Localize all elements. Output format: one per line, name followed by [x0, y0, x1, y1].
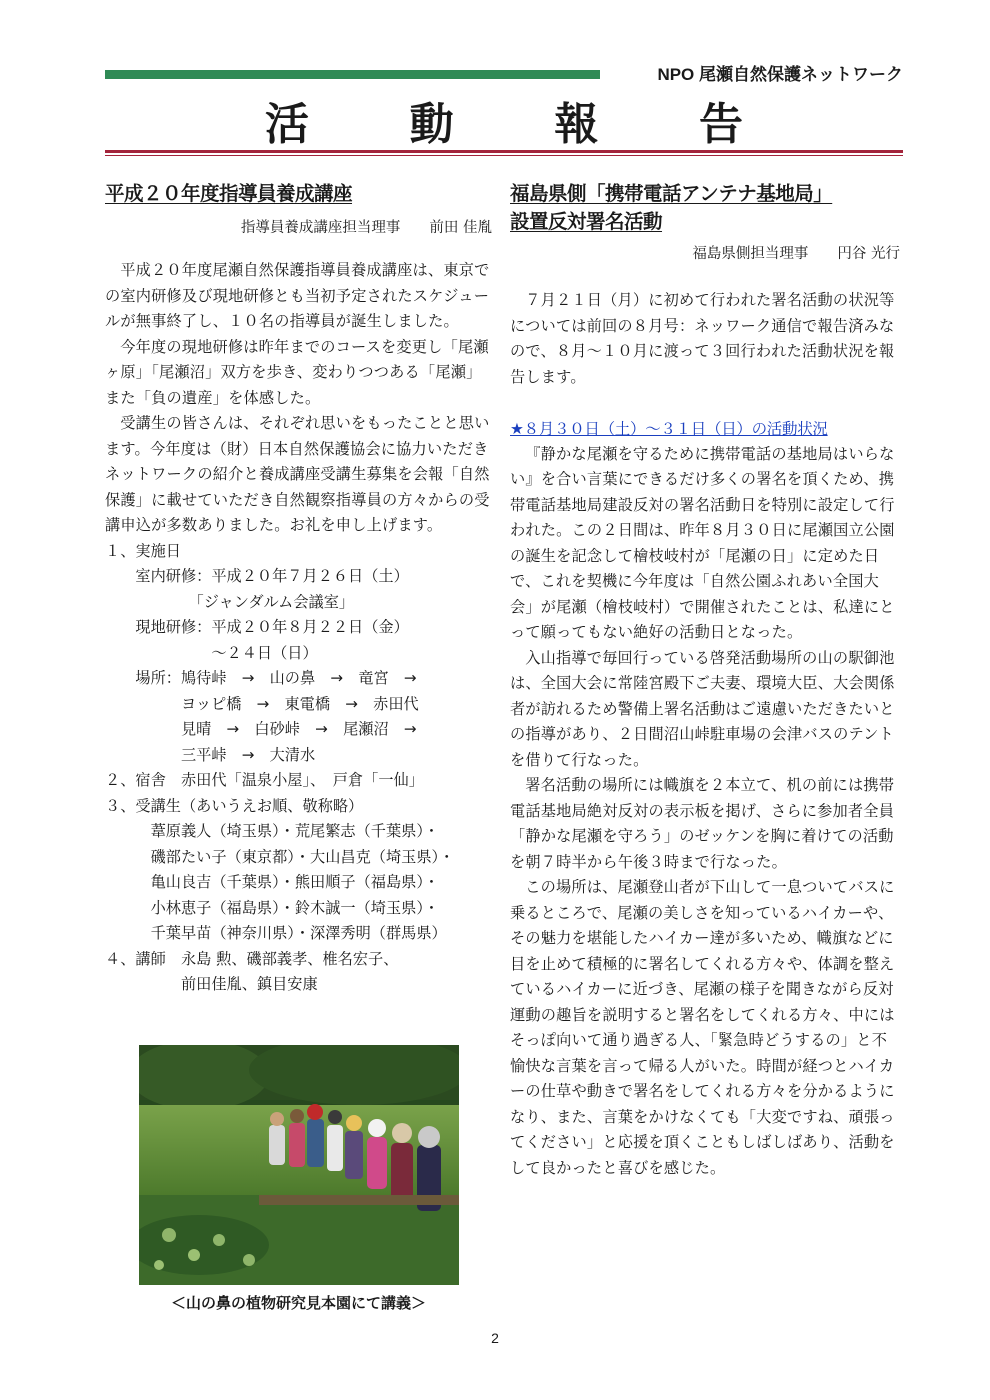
list-item: ヨッピ橋 → 東電橋 → 赤田代 [105, 694, 419, 713]
details-list [105, 539, 492, 998]
lecture-photo [139, 1045, 459, 1285]
article-heading-line2: 設置反対署名活動 [510, 210, 663, 233]
list-item: 室内研修：平成２０年７月２６日（土） [105, 567, 409, 585]
left-column [105, 180, 492, 998]
photo-illustration [139, 1045, 459, 1285]
list-item: １、実施日 [105, 541, 181, 560]
organization-name: NPO 尾瀬自然保護ネットワーク [657, 65, 903, 84]
list-item: 三平峠 → 大清水 [105, 745, 316, 764]
article-heading: 福島県側「携帯電話アンテナ基地局」 [510, 182, 833, 205]
page-number: 2 [491, 1330, 499, 1346]
list-item: ～２４日（日） [105, 643, 318, 662]
title-char: 活 [265, 99, 309, 150]
list-item: 「ジャンダルム会議室」 [105, 592, 355, 611]
title-rule [105, 150, 903, 153]
right-column [510, 180, 900, 1181]
paragraph: 平成２０年度尾瀬自然保護指導員養成講座は、東京での室内研修及び現地研修とも当初予定されたスケジュールが無事終了し、１０名の指導員が誕生しました。 [105, 261, 490, 330]
paragraph: 今年度の現地研修は昨年までのコースを変更し「尾瀬ヶ原」「尾瀬沼」双方を歩き、変わりつつある「尾瀬」また「負の遺産」を体感した。 [105, 337, 489, 407]
article-author: 福島県側担当理事 円谷 光行 [692, 246, 900, 262]
list-item: 小林恵子（福島県）・鈴木誠一（埼玉県）・ [105, 898, 440, 917]
paragraph: 受講生の皆さんは、それぞれ思いをもったことと思います。今年度は（財）日本自然保護協会に協力いただきネットワークの紹介と養成講座受講生募集を会報「自然保護」に載せていただき自然観察指導員の方々からの受講申込が多数ありました。お礼を申し上げます。 [105, 414, 490, 534]
article-heading: 平成２０年度指導員養成講座 [105, 182, 353, 205]
article-author: 指導員養成講座担当理事 前田 佳胤 [240, 220, 492, 236]
list-item: 亀山良吉（千葉県）・熊田順子（福島県）・ [105, 873, 440, 891]
header-green-bar [105, 70, 600, 79]
list-item: 前田佳胤、鎮目安康 [105, 975, 318, 993]
list-item: ２、宿舎 赤田代「温泉小屋」、 戸倉「一仙」 [105, 771, 424, 789]
paragraph: この場所は、尾瀬登山者が下山して一息ついてバスに乗るところで、尾瀬の美しさを知っているハイカーや、その魅力を堪能したハイカー達が多いため、幟旗などに目を止めて積極的に署名してくれる方々や、体調を整えているハイカーに近づき、尾瀬の様子を聞きながら反対運動の趣旨を説明すると署名をしてくれる方々、中にはそっぽ向いて通り過ぎる人、「緊急時どうするの」と不愉快な言葉を言って帰る人がいた。時間が経つとハイカーの仕草や動きで署名をしてくれる方々を分かるようになり、また、言葉をかけなくても「大変ですね、頑張ってください」と応援を頂くこともしばしばあり、活動をして良かったと喜びを感じた。 [510, 878, 895, 1177]
list-item: ４、講師 永島 勲、磯部義孝、椎名宏子、 [105, 949, 399, 968]
title-char: 動 [409, 99, 454, 150]
title-char: 報 [554, 99, 599, 150]
list-item: 磯部たい子（東京都）・大山昌克（埼玉県）・ [105, 847, 455, 866]
list-item: 現地研修：平成２０年８月２２日（金） [105, 618, 409, 636]
page-title [105, 100, 903, 150]
title-rule-thin [105, 155, 903, 156]
paragraph: 入山指導で毎回行っている啓発活動場所の山の駅御池は、全国大会に常陸宮殿下ご夫妻、環境大臣、大会関係者が訪れるため警備上署名活動はご遠慮いただきたいとの指導があり、２日間沼山峠駐車場の会津バスのテントを借りて行なった。 [510, 648, 895, 769]
title-char: 告 [698, 99, 743, 150]
paragraph: 『静かな尾瀬を守るために携帯電話の基地局はいらない』を合い言葉にできるだけ多くの署名を頂くため、携帯電話基地局建設反対の署名活動日を特別に設定して行われた。この２日間は、昨年８月３０日に尾瀬国立公園の誕生を記念して檜枝岐村が「尾瀬の日」に定めた日で、これを契機に今年度は「自然公園ふれあい全国大会」が尾瀬（檜枝岐村）で開催されたことは、私達にとって願ってもない絶好の活動日となった。 [510, 444, 895, 641]
section-subheading: ★８月３０日（土）～３１日（日）の活動状況 [510, 419, 828, 438]
paragraph: ７月２１日（月）に初めて行われた署名活動の状況等については前回の８月号：ネッワーク通信で報告済みなので、８月～１０月に渡って３回行われた活動状況を報告します。 [510, 291, 895, 386]
list-item: ３、受講生（あいうえお順、敬称略） [105, 796, 364, 815]
list-item: 見晴 → 白砂峠 → 尾瀬沼 → [105, 720, 417, 738]
list-item: 千葉早苗（神奈川県）・深澤秀明（群馬県） [105, 924, 447, 942]
list-item: 場所：鳩待峠 → 山の鼻 → 竜宮 → [105, 669, 417, 687]
list-item: 葦原義人（埼玉県）・荒尾繁志（千葉県）・ [105, 822, 440, 840]
photo-caption: ＜山の鼻の植物研究見本園にて講義＞ [170, 1294, 426, 1312]
paragraph: 署名活動の場所には幟旗を２本立て、机の前には携帯電話基地局絶対反対の表示板を掲げ、さらに参加者全員「静かな尾瀬を守ろう」のゼッケンを胸に着けての活動を朝７時半から午後３時まで行なった。 [510, 776, 895, 871]
